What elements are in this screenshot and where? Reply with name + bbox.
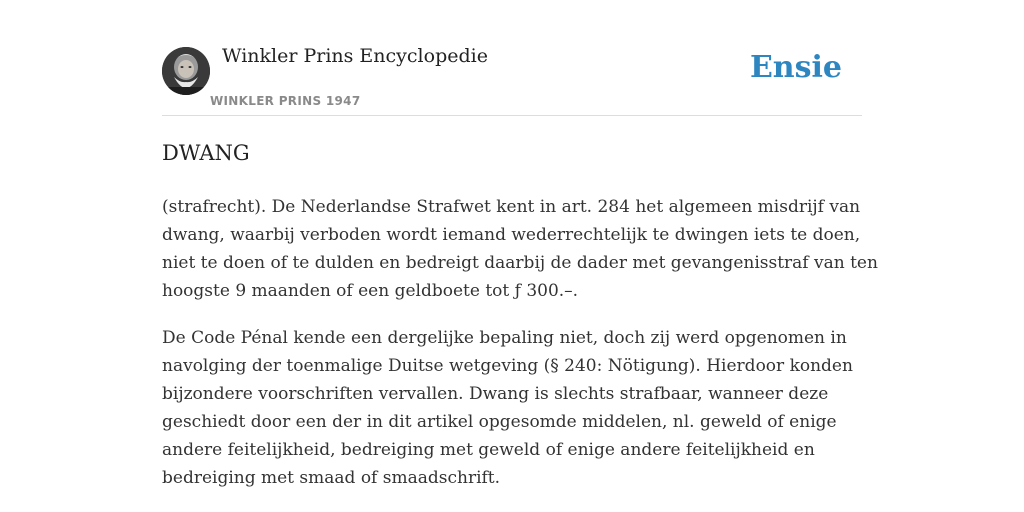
- paragraph: [162, 193, 878, 305]
- text-line: niet te doen of te dulden en bedreigt daarbij de dader met gevangenisstraf van ten: [162, 253, 878, 273]
- text-line: dwang, waarbij verboden wordt iemand wederrechtelijk te dwingen iets te doen,: [162, 225, 861, 245]
- content-column: [162, 0, 878, 488]
- site-name-link[interactable]: Winkler Prins Encyclopedie: [222, 45, 488, 67]
- collection-label[interactable]: WINKLER PRINS 1947: [210, 94, 361, 108]
- text-line: geschiedt door een der in dit artikel opgesomde middelen, nl. geweld of enige: [162, 412, 837, 432]
- brand-logo-link[interactable]: Ensie: [749, 50, 842, 85]
- page-header: [162, 0, 862, 116]
- entry-body: [162, 193, 878, 511]
- text-line: (strafrecht). De Nederlandse Strafwet kent in art. 284 het algemeen misdrijf van: [162, 197, 861, 217]
- entry-title: DWANG: [162, 141, 250, 165]
- author-avatar[interactable]: [162, 47, 210, 95]
- text-line: bijzondere voorschriften vervallen. Dwang is slechts strafbaar, wanneer deze: [162, 384, 829, 404]
- paragraph: [162, 324, 862, 492]
- portrait-image: [162, 47, 210, 95]
- text-line: hoogste 9 maanden of een geldboete tot ƒ 300.–.: [162, 281, 579, 301]
- text-line: bedreiging met smaad of smaadschrift.: [162, 468, 501, 488]
- text-line: navolging der toenmalige Duitse wetgeving (§ 240: Nötigung). Hierdoor konden: [162, 356, 853, 376]
- text-line: De Code Pénal kende een dergelijke bepaling niet, doch zij werd opgenomen in: [162, 328, 847, 348]
- text-line: andere feitelijkheid, bedreiging met geweld of enige andere feitelijkheid en: [162, 440, 815, 460]
